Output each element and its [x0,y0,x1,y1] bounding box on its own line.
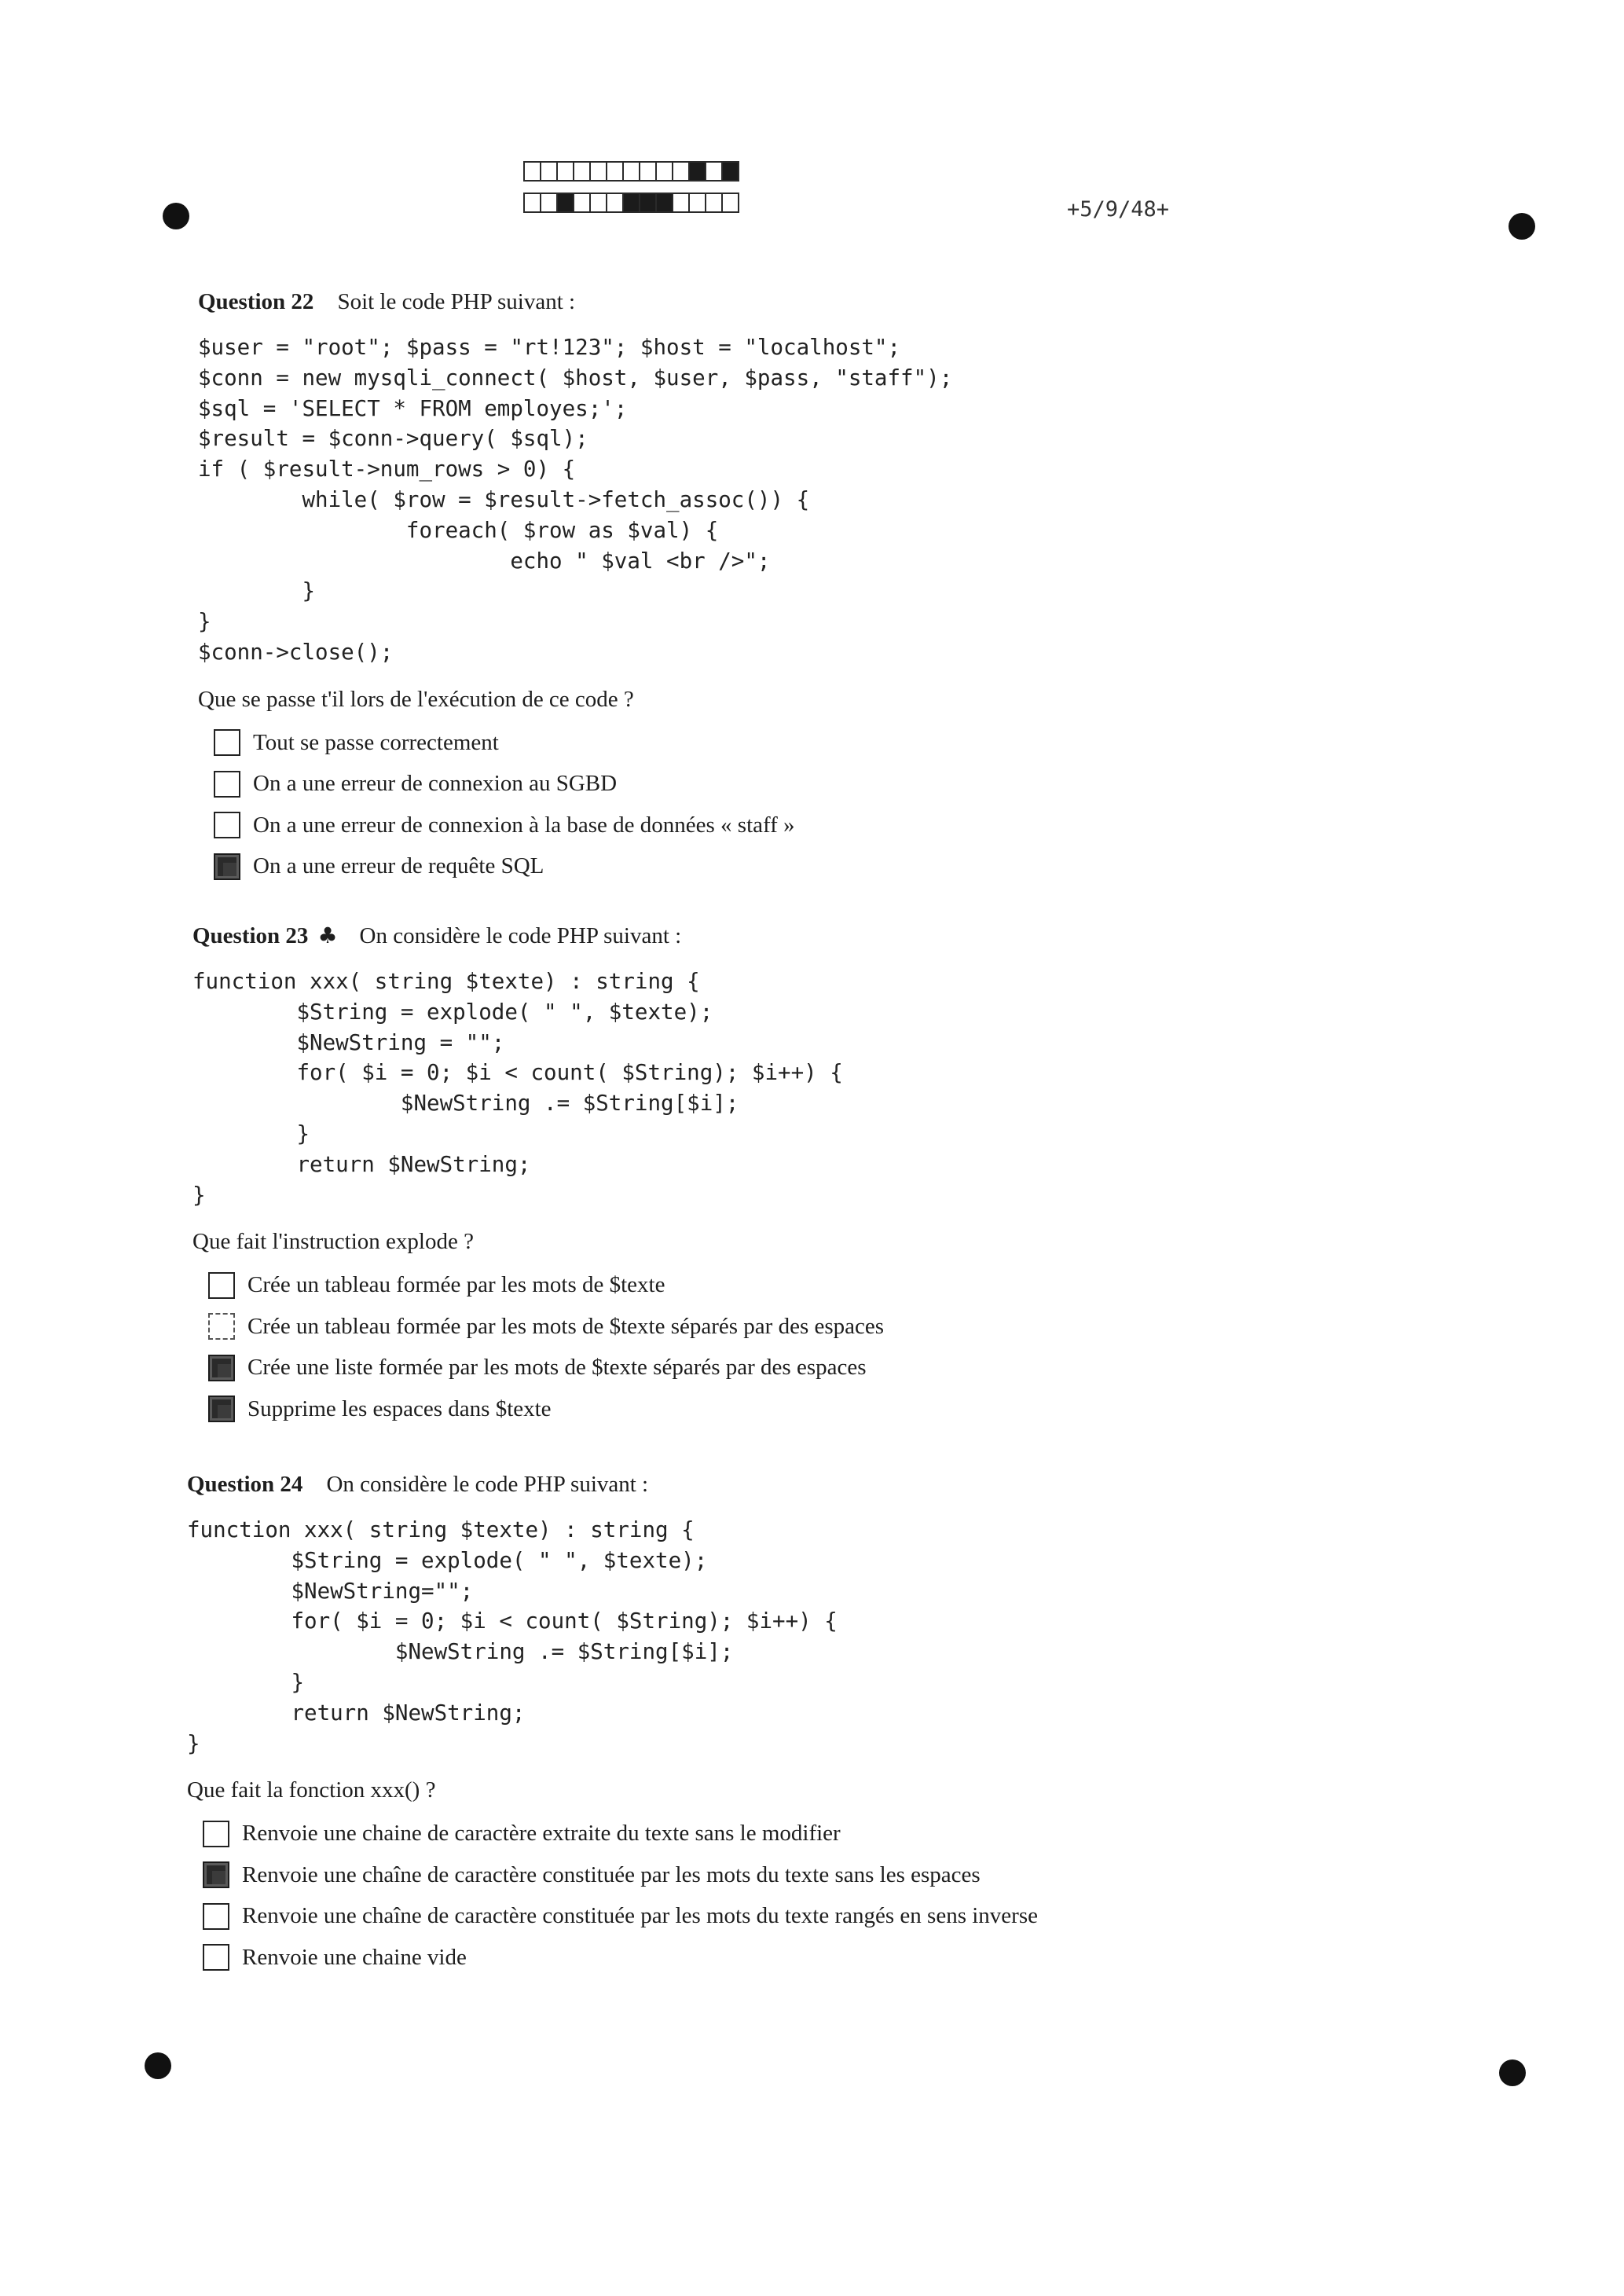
registration-mark-bottom-left [145,2052,171,2079]
answer-option[interactable] [214,763,952,805]
id-mark-filled [721,161,739,182]
answer-option[interactable] [214,722,952,764]
question-intro: Soit le code PHP suivant : [337,289,576,314]
answer-option[interactable] [208,1347,884,1388]
answer-option[interactable] [203,1895,1038,1937]
id-mark-filled [655,193,673,213]
id-mark-empty [540,193,558,213]
answer-label: Renvoie une chaine de caractère extraite du texte sans le modifier [242,1821,841,1847]
registration-mark-top-left [163,203,189,229]
id-barcode-row-1 [525,161,739,182]
id-mark-filled [556,193,574,213]
answer-option[interactable] [208,1264,884,1306]
answer-option[interactable] [208,1388,884,1430]
id-mark-empty [523,161,541,182]
answer-list [208,1264,884,1429]
checkbox[interactable] [203,1821,229,1847]
question-23 [192,922,884,1429]
id-mark-empty [622,161,640,182]
club-icon: ♣ [317,922,338,948]
php-code-block: function xxx( string $texte) : string { $String = explode( " ", $texte); $NewString=""; for( $i = 0; $i < count( $String); $i++) { $NewString .= $String[$i]; } return $NewString; } [187,1517,838,1756]
answer-label: On a une erreur de connexion au SGBD [253,771,618,797]
page-code: +5/9/48+ [1067,197,1170,222]
answer-option[interactable] [214,845,952,887]
answer-option[interactable] [203,1937,1038,1979]
answer-label: Renvoie une chaine vide [242,1944,467,1970]
question-number: Question 23 [192,923,309,948]
question-22 [198,289,952,887]
registration-mark-bottom-right [1499,2059,1526,2086]
checkbox[interactable] [214,729,240,756]
question-prompt: Que fait la fonction xxx() ? [187,1777,436,1803]
answer-label: On a une erreur de requête SQL [253,853,544,879]
id-mark-filled [639,193,657,213]
question-header [192,922,884,949]
question-header [198,289,952,315]
id-mark-empty [705,193,723,213]
checkbox-erased[interactable] [208,1313,235,1340]
id-mark-empty [672,193,690,213]
question-intro: On considère le code PHP suivant : [326,1472,649,1497]
answer-label: Crée une liste formée par les mots de $texte séparés par des espaces [247,1355,867,1381]
id-mark-empty [705,161,723,182]
answer-label: Renvoie une chaîne de caractère constituée par les mots du texte rangés en sens inverse [242,1903,1038,1929]
answer-label: Renvoie une chaîne de caractère constituée par les mots du texte sans les espaces [242,1861,981,1887]
id-mark-empty [589,161,607,182]
question-prompt: Que fait l'instruction explode ? [192,1229,474,1255]
id-mark-empty [655,161,673,182]
id-mark-empty [523,193,541,213]
checkbox-checked[interactable] [214,853,240,880]
checkbox[interactable] [214,812,240,838]
answer-option[interactable] [208,1306,884,1348]
checkbox-checked[interactable] [208,1355,235,1381]
answer-list [203,1813,1038,1978]
question-intro: On considère le code PHP suivant : [359,923,682,948]
id-mark-empty [639,161,657,182]
answer-label: Tout se passe correctement [253,729,499,755]
answer-label: Crée un tableau formée par les mots de $texte [247,1272,665,1298]
id-mark-empty [606,193,624,213]
checkbox[interactable] [203,1944,229,1971]
answer-option[interactable] [203,1813,1038,1854]
id-mark-empty [540,161,558,182]
answer-list [214,722,952,887]
checkbox-checked[interactable] [208,1396,235,1422]
id-mark-empty [573,161,591,182]
answer-label: On a une erreur de connexion à la base de données « staff » [253,812,795,838]
answer-label: Supprime les espaces dans $texte [247,1396,552,1421]
question-header [187,1472,1038,1498]
checkbox[interactable] [203,1903,229,1930]
php-code-block: function xxx( string $texte) : string { $String = explode( " ", $texte); $NewString = ""; for( $i = 0; $i < count( $String); $i++) { $NewString .= $String[$i]; } return $NewString; } [192,969,843,1208]
checkbox-checked[interactable] [203,1861,229,1888]
question-prompt: Que se passe t'il lors de l'exécution de ce code ? [198,686,634,712]
answer-option[interactable] [214,805,952,846]
id-barcode-row-2 [525,193,739,213]
id-mark-empty [556,161,574,182]
answer-option[interactable] [203,1854,1038,1896]
checkbox[interactable] [214,771,240,798]
id-mark-empty [606,161,624,182]
answer-label: Crée un tableau formée par les mots de $texte séparés par des espaces [247,1313,885,1339]
question-number: Question 24 [187,1472,303,1497]
question-number: Question 22 [198,289,314,314]
registration-mark-top-right [1509,213,1535,240]
id-mark-empty [688,193,706,213]
php-code-block: $user = "root"; $pass = "rt!123"; $host = "localhost"; $conn = new mysqli_connect( $host, $user, $pass, "staff"); $sql = 'SELECT * FROM employes;'; $result = $conn->query( $sql); if ( $result->num_rows > 0) { while( $row = $result->fetch_assoc()) { foreach( $row as $val) { echo " $val <br />"; } } $conn->close(); [198,335,953,665]
id-mark-empty [573,193,591,213]
id-mark-empty [672,161,690,182]
question-24 [187,1472,1038,1978]
id-mark-empty [589,193,607,213]
id-mark-filled [688,161,706,182]
id-mark-empty [721,193,739,213]
checkbox[interactable] [208,1272,235,1299]
id-mark-filled [622,193,640,213]
